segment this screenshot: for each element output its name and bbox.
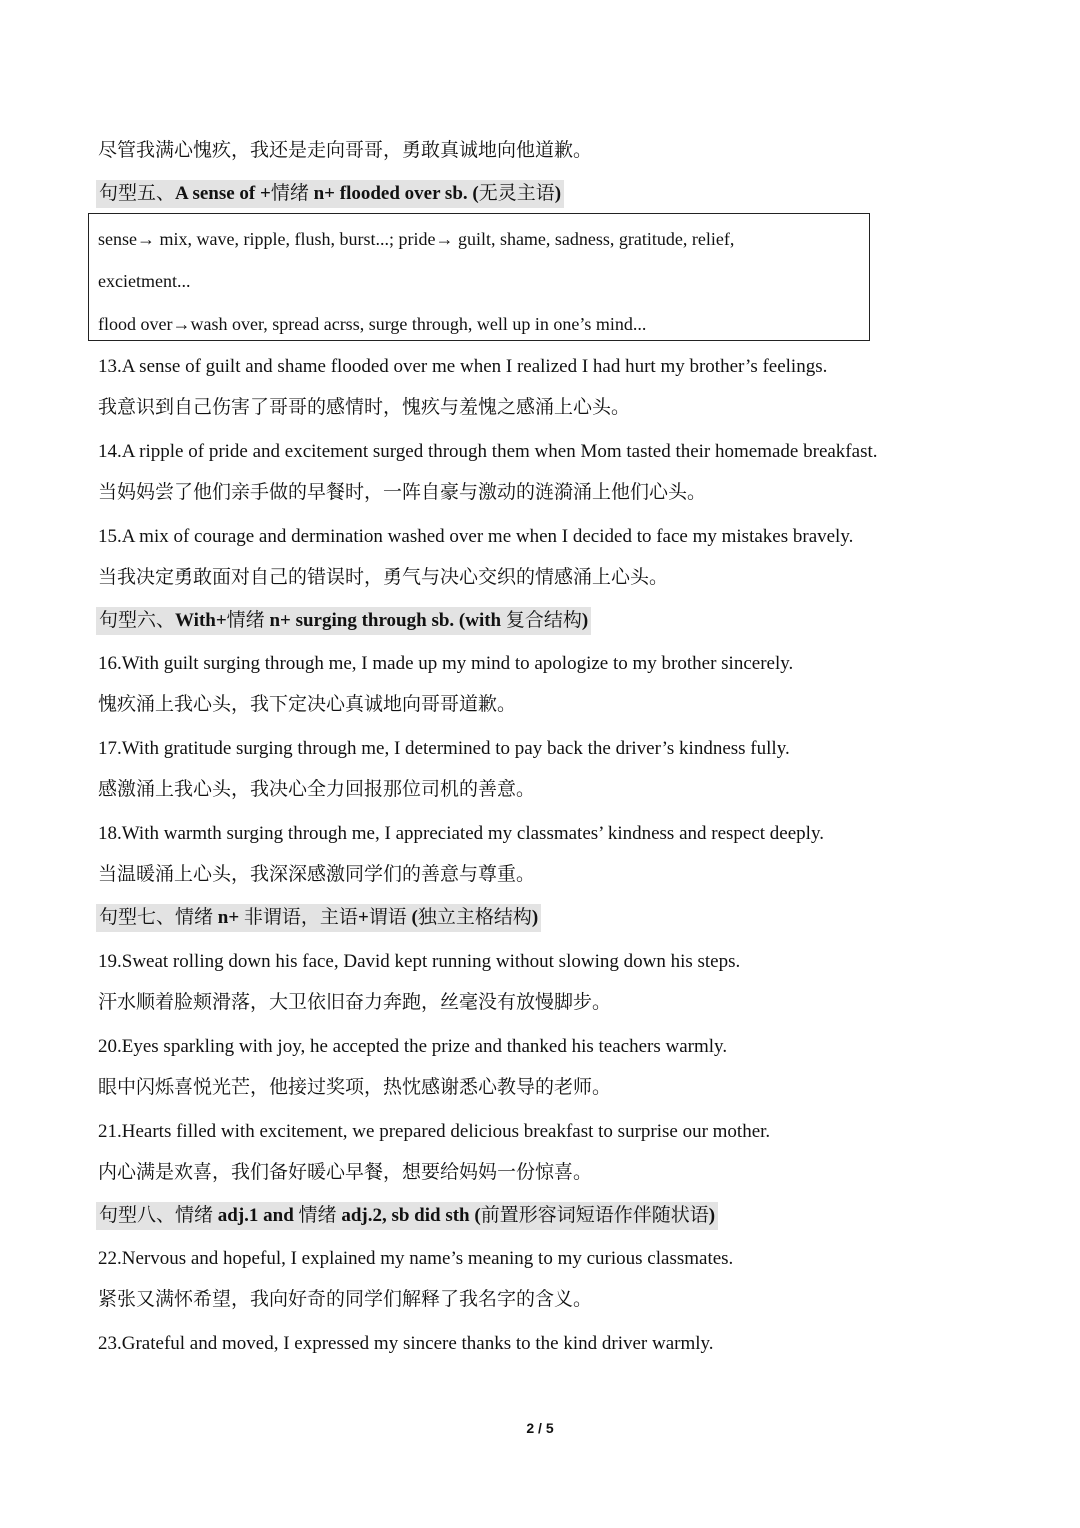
heading-text: )	[531, 907, 539, 928]
sentence-20-translation: 眼中闪烁喜悦光芒，他接过奖项，热忱感谢悉心教导的老师。	[98, 1077, 612, 1098]
heading-text: )	[554, 183, 562, 204]
heading-text: 复合结构	[505, 610, 582, 631]
heading-text: 句型五、	[99, 183, 176, 204]
heading-text: n+ flooded over sb. (	[313, 183, 479, 204]
heading-pattern-6	[96, 607, 591, 635]
sentence-16-english: 16.With guilt surging through me, I made up my mind to apologize to my brother sincerely.	[98, 653, 794, 674]
heading-text: +	[357, 907, 369, 928]
vocabulary-box-line-1: sense→ mix, wave, ripple, flush, burst...; pride→ guilt, shame, sadness, gratitude, relief,	[98, 229, 735, 249]
heading-text: n+	[217, 907, 244, 928]
sentence-19-translation: 汗水顺着脸颊滑落，大卫依旧奋力奔跑，丝毫没有放慢脚步。	[98, 992, 612, 1013]
sentence-13-translation: 我意识到自己伤害了哥哥的感情时，愧疚与羞愧之感涌上心头。	[98, 397, 631, 418]
heading-text: 句型七、情绪	[99, 907, 218, 928]
heading-text: 独立主格结构	[417, 907, 532, 928]
sentence-14-english: 14.A ripple of pride and excitement surged through them when Mom tasted their homemade breakfast.	[98, 441, 878, 462]
heading-text: 情绪	[270, 183, 314, 204]
sentence-15-english: 15.A mix of courage and dermination washed over me when I decided to face my mistakes bravely.	[98, 526, 854, 547]
heading-text: adj.2, sb did sth (	[341, 1205, 481, 1226]
vocabulary-box-line-3: flood over→wash over, spread acrss, surge through, well up in one’s mind...	[98, 314, 647, 334]
sentence-18-translation: 当温暖涌上心头，我深深感激同学们的善意与尊重。	[98, 864, 536, 885]
heading-text: 非谓语，主语	[243, 907, 358, 928]
heading-text: 情绪	[226, 610, 270, 631]
sentence-18-english: 18.With warmth surging through me, I appreciated my classmates’ kindness and respect deeply.	[98, 823, 824, 844]
sentence-14-translation: 当妈妈尝了他们亲手做的早餐时，一阵自豪与激动的涟漪涌上他们心头。	[98, 482, 707, 503]
heading-text: With+	[175, 610, 227, 631]
sentence-19-english: 19.Sweat rolling down his face, David kept running without slowing down his steps.	[98, 951, 741, 972]
vocabulary-box	[88, 213, 870, 341]
heading-text: adj.1 and	[217, 1205, 299, 1226]
heading-text: A sense of +	[175, 183, 271, 204]
heading-text: 情绪	[298, 1205, 342, 1226]
sentence-21-english: 21.Hearts filled with excitement, we prepared delicious breakfast to surprise our mother.	[98, 1121, 771, 1142]
vocabulary-box-line-2: excietment...	[98, 271, 191, 291]
sentence-15-translation: 当我决定勇敢面对自己的错误时，勇气与决心交织的情感涌上心头。	[98, 567, 669, 588]
sentence-16-translation: 愧疚涌上我心头，我下定决心真诚地向哥哥道歉。	[98, 694, 517, 715]
heading-text: )	[708, 1205, 716, 1226]
heading-text: 句型八、情绪	[99, 1205, 218, 1226]
heading-text: 前置形容词短语作伴随状语	[480, 1205, 709, 1226]
heading-pattern-5	[96, 180, 564, 208]
heading-text: )	[581, 610, 589, 631]
sentence-21-translation: 内心满是欢喜，我们备好暖心早餐，想要给妈妈一份惊喜。	[98, 1162, 593, 1183]
heading-text: 谓语	[368, 907, 412, 928]
heading-text: 句型六、	[99, 610, 176, 631]
heading-pattern-8	[96, 1202, 718, 1230]
heading-text: n+ surging through sb. (with	[269, 610, 506, 631]
page-number: 2 / 5	[526, 1420, 554, 1436]
sentence-23-english: 23.Grateful and moved, I expressed my sincere thanks to the kind driver warmly.	[98, 1333, 714, 1354]
sentence-22-translation: 紧张又满怀希望，我向好奇的同学们解释了我名字的含义。	[98, 1289, 593, 1310]
heading-text: 无灵主语	[478, 183, 555, 204]
heading-pattern-7	[96, 904, 541, 932]
sentence-22-english: 22.Nervous and hopeful, I explained my name’s meaning to my curious classmates.	[98, 1248, 734, 1269]
sentence-17-translation: 感激涌上我心头，我决心全力回报那位司机的善意。	[98, 779, 536, 800]
sentence-17-english: 17.With gratitude surging through me, I determined to pay back the driver’s kindness fully.	[98, 738, 790, 759]
sentence-13-english: 13.A sense of guilt and shame flooded over me when I realized I had hurt my brother’s feelings.	[98, 356, 828, 377]
sentence-12-translation: 尽管我满心愧疚，我还是走向哥哥，勇敢真诚地向他道歉。	[98, 140, 593, 161]
sentence-20-english: 20.Eyes sparkling with joy, he accepted the prize and thanked his teachers warmly.	[98, 1036, 728, 1057]
heading-text: (	[411, 907, 418, 928]
